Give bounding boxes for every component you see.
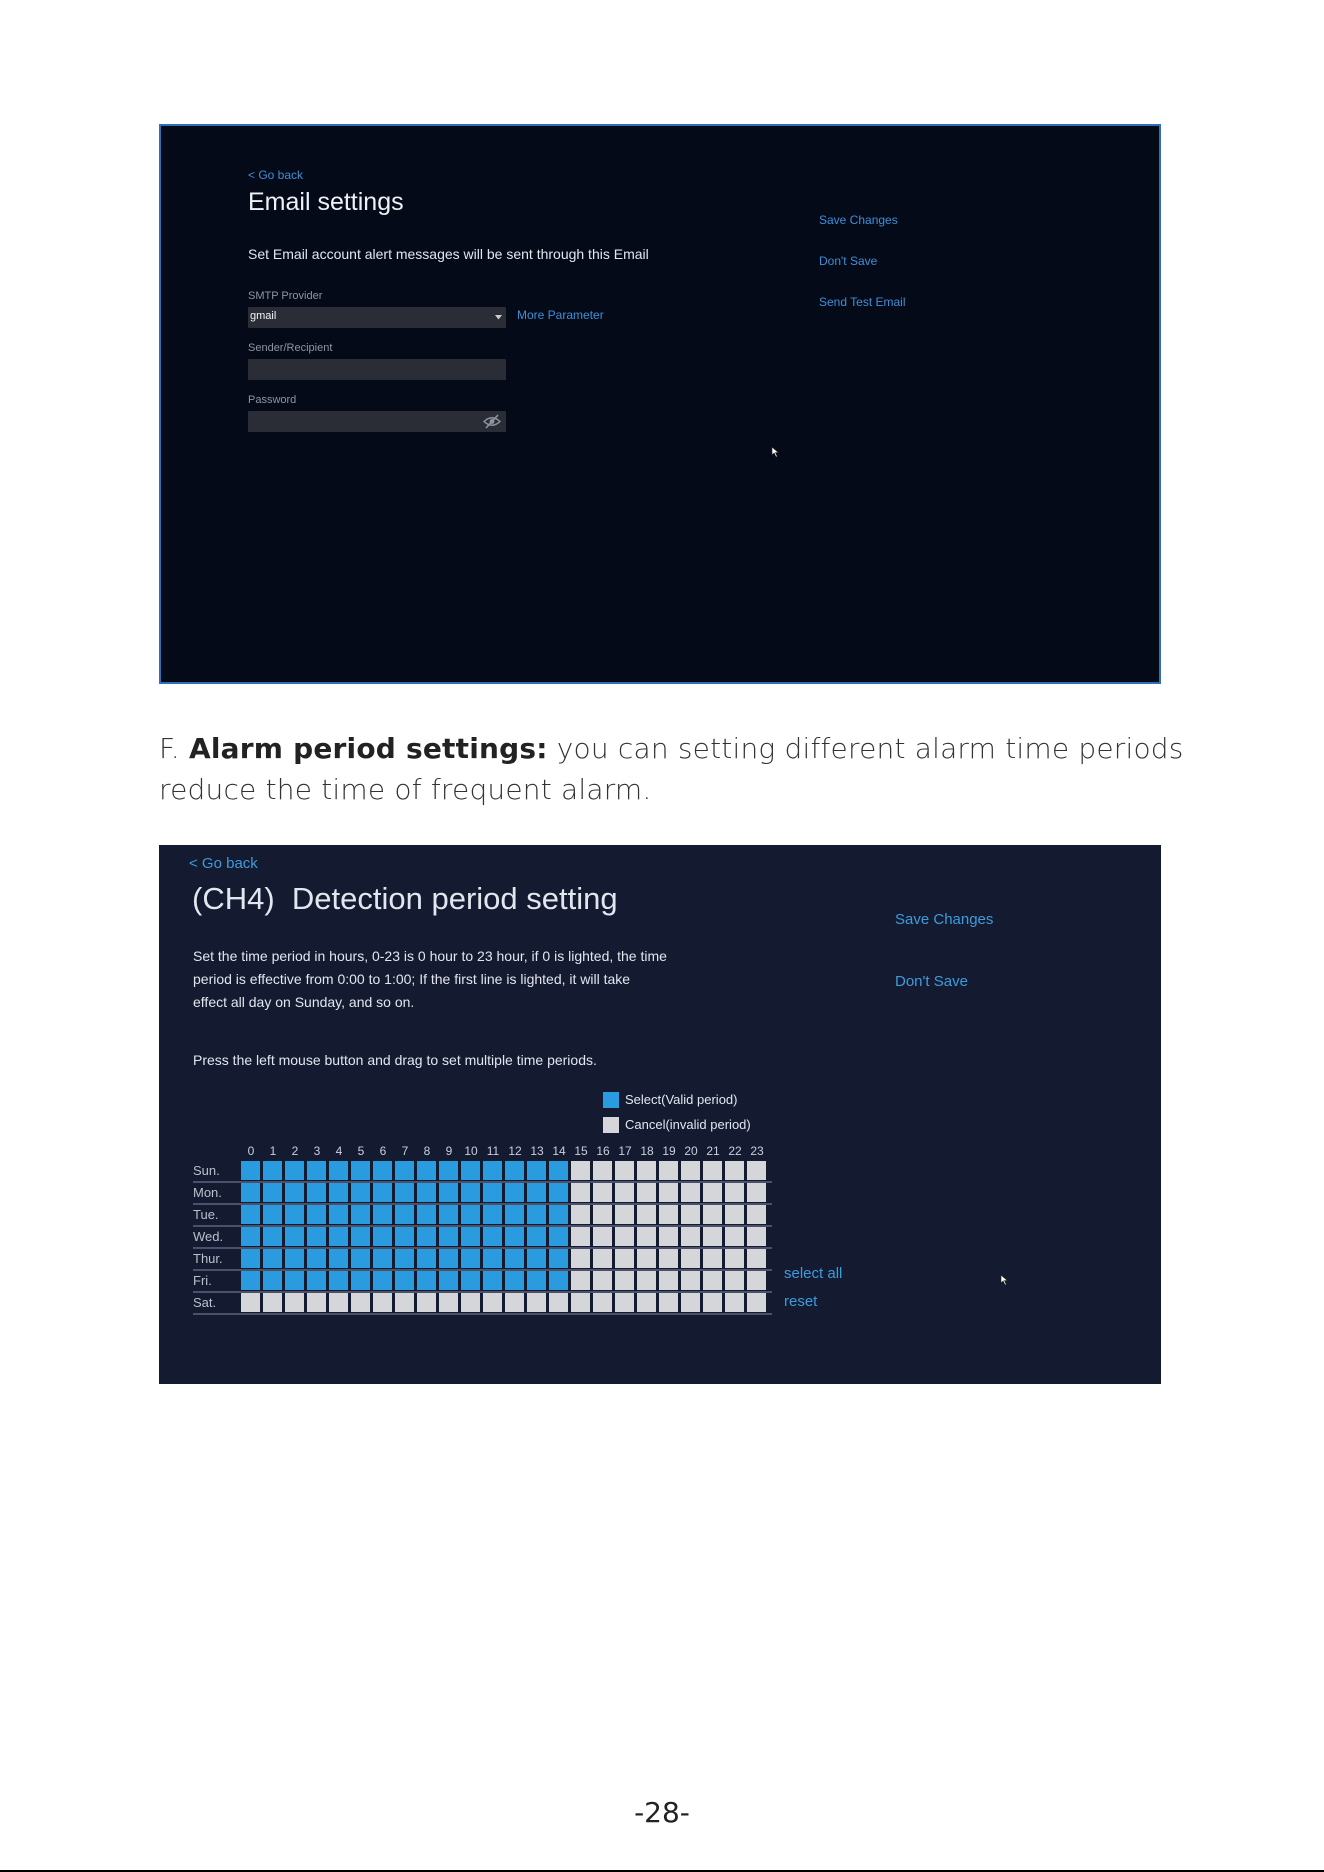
schedule-cell-fri-5[interactable] [351, 1271, 370, 1290]
schedule-cell-tue-4[interactable] [329, 1205, 348, 1224]
schedule-cell-thur-20[interactable] [681, 1249, 700, 1268]
hour-label-22: 22 [728, 1144, 742, 1158]
schedule-cell-fri-13[interactable] [527, 1271, 546, 1290]
more-parameter-link[interactable]: More Parameter [517, 308, 604, 322]
schedule-cell-fri-6[interactable] [373, 1271, 392, 1290]
schedule-cell-thur-18[interactable] [637, 1249, 656, 1268]
reset-button[interactable]: reset [784, 1293, 818, 1310]
schedule-cell-wed-23[interactable] [747, 1227, 766, 1246]
hour-label-16: 16 [596, 1144, 610, 1158]
schedule-cell-sun-16[interactable] [593, 1161, 612, 1180]
schedule-cell-tue-19[interactable] [659, 1205, 678, 1224]
hour-label-19: 19 [662, 1144, 676, 1158]
description-line-2: period is effective from 0:00 to 1:00; If the first line is lighted, it will take [193, 971, 631, 987]
schedule-cell-mon-4[interactable] [329, 1183, 348, 1202]
section-prefix: F. [159, 732, 190, 765]
chevron-down-icon [495, 315, 502, 320]
schedule-cell-fri-1[interactable] [263, 1271, 282, 1290]
schedule-cell-sat-9[interactable] [439, 1293, 458, 1312]
schedule-cell-sun-10[interactable] [461, 1161, 480, 1180]
schedule-cell-thur-16[interactable] [593, 1249, 612, 1268]
schedule-cell-fri-18[interactable] [637, 1271, 656, 1290]
schedule-cell-sat-11[interactable] [483, 1293, 502, 1312]
schedule-cell-tue-14[interactable] [549, 1205, 568, 1224]
schedule-cell-thur-10[interactable] [461, 1249, 480, 1268]
email-settings-screenshot [159, 124, 1161, 684]
schedule-cell-thur-8[interactable] [417, 1249, 436, 1268]
description-line-3: effect all day on Sunday, and so on. [193, 994, 415, 1010]
schedule-cell-tue-13[interactable] [527, 1205, 546, 1224]
schedule-cell-sun-3[interactable] [307, 1161, 326, 1180]
schedule-cell-sat-21[interactable] [703, 1293, 722, 1312]
eye-off-icon[interactable] [483, 414, 501, 429]
schedule-cell-tue-23[interactable] [747, 1205, 766, 1224]
schedule-cell-tue-18[interactable] [637, 1205, 656, 1224]
schedule-cell-sat-1[interactable] [263, 1293, 282, 1312]
schedule-cell-sun-17[interactable] [615, 1161, 634, 1180]
schedule-cell-fri-9[interactable] [439, 1271, 458, 1290]
schedule-cell-thur-0[interactable] [241, 1249, 260, 1268]
schedule-cell-mon-19[interactable] [659, 1183, 678, 1202]
password-input[interactable] [248, 411, 506, 432]
schedule-cell-wed-6[interactable] [373, 1227, 392, 1246]
schedule-cell-tue-0[interactable] [241, 1205, 260, 1224]
schedule-cell-fri-12[interactable] [505, 1271, 524, 1290]
sender-recipient-input[interactable] [248, 359, 506, 380]
schedule-cell-fri-10[interactable] [461, 1271, 480, 1290]
schedule-cell-sun-5[interactable] [351, 1161, 370, 1180]
go-back-link[interactable]: < Go back [248, 168, 304, 182]
schedule-cell-sun-11[interactable] [483, 1161, 502, 1180]
schedule-grid [159, 845, 1161, 1384]
schedule-cell-tue-3[interactable] [307, 1205, 326, 1224]
schedule-cell-wed-2[interactable] [285, 1227, 304, 1246]
smtp-provider-value: gmail [250, 310, 277, 322]
schedule-cell-sat-18[interactable] [637, 1293, 656, 1312]
schedule-cell-sat-3[interactable] [307, 1293, 326, 1312]
page-title: (CH4) Detection period setting [192, 881, 618, 916]
description-line-1: Set the time period in hours, 0-23 is 0 hour to 23 hour, if 0 is lighted, the time [193, 948, 667, 964]
schedule-cell-fri-21[interactable] [703, 1271, 722, 1290]
schedule-cell-wed-1[interactable] [263, 1227, 282, 1246]
hour-label-17: 17 [618, 1144, 632, 1158]
schedule-cell-thur-14[interactable] [549, 1249, 568, 1268]
schedule-cell-mon-15[interactable] [571, 1183, 590, 1202]
schedule-cell-wed-11[interactable] [483, 1227, 502, 1246]
schedule-cell-wed-18[interactable] [637, 1227, 656, 1246]
schedule-cell-thur-9[interactable] [439, 1249, 458, 1268]
schedule-cell-fri-16[interactable] [593, 1271, 612, 1290]
schedule-cell-thur-7[interactable] [395, 1249, 414, 1268]
schedule-cell-sun-18[interactable] [637, 1161, 656, 1180]
schedule-cell-wed-22[interactable] [725, 1227, 744, 1246]
hour-label-21: 21 [706, 1144, 720, 1158]
hour-label-9: 9 [445, 1144, 453, 1158]
hour-label-15: 15 [574, 1144, 588, 1158]
schedule-cell-tue-2[interactable] [285, 1205, 304, 1224]
schedule-cell-fri-14[interactable] [549, 1271, 568, 1290]
schedule-cell-sat-8[interactable] [417, 1293, 436, 1312]
dont-save-button[interactable]: Don't Save [819, 254, 878, 268]
schedule-cell-thur-15[interactable] [571, 1249, 590, 1268]
schedule-cell-mon-13[interactable] [527, 1183, 546, 1202]
schedule-cell-thur-5[interactable] [351, 1249, 370, 1268]
schedule-cell-wed-3[interactable] [307, 1227, 326, 1246]
schedule-cell-fri-3[interactable] [307, 1271, 326, 1290]
schedule-cell-wed-21[interactable] [703, 1227, 722, 1246]
page-title: Email settings [248, 188, 404, 216]
hour-label-20: 20 [684, 1144, 698, 1158]
schedule-cell-fri-19[interactable] [659, 1271, 678, 1290]
schedule-cell-fri-20[interactable] [681, 1271, 700, 1290]
schedule-cell-mon-5[interactable] [351, 1183, 370, 1202]
send-test-email-button[interactable]: Send Test Email [819, 295, 906, 309]
day-label-5: Fri. [193, 1273, 212, 1288]
schedule-cell-sun-9[interactable] [439, 1161, 458, 1180]
schedule-cell-sat-20[interactable] [681, 1293, 700, 1312]
section-text-line-2: reduce the time of frequent alarm. [159, 773, 652, 806]
dont-save-button[interactable]: Don't Save [895, 973, 968, 990]
schedule-cell-fri-11[interactable] [483, 1271, 502, 1290]
schedule-cell-sat-0[interactable] [241, 1293, 260, 1312]
schedule-cell-thur-17[interactable] [615, 1249, 634, 1268]
schedule-cell-mon-20[interactable] [681, 1183, 700, 1202]
schedule-cell-sat-23[interactable] [747, 1293, 766, 1312]
schedule-cell-sat-13[interactable] [527, 1293, 546, 1312]
hour-label-0: 0 [247, 1144, 255, 1158]
schedule-cell-sun-22[interactable] [725, 1161, 744, 1180]
schedule-cell-mon-17[interactable] [615, 1183, 634, 1202]
schedule-cell-mon-9[interactable] [439, 1183, 458, 1202]
schedule-cell-thur-12[interactable] [505, 1249, 524, 1268]
hour-label-2: 2 [291, 1144, 299, 1158]
smtp-provider-select[interactable] [248, 307, 506, 328]
schedule-cell-sun-20[interactable] [681, 1161, 700, 1180]
schedule-cell-mon-16[interactable] [593, 1183, 612, 1202]
schedule-cell-tue-8[interactable] [417, 1205, 436, 1224]
schedule-cell-tue-22[interactable] [725, 1205, 744, 1224]
schedule-cell-wed-4[interactable] [329, 1227, 348, 1246]
schedule-cell-mon-12[interactable] [505, 1183, 524, 1202]
schedule-cell-fri-23[interactable] [747, 1271, 766, 1290]
schedule-cell-mon-22[interactable] [725, 1183, 744, 1202]
page-number: -28- [634, 1796, 690, 1829]
instruction-text: Press the left mouse button and drag to set multiple time periods. [193, 1052, 597, 1068]
page-description: Set Email account alert messages will be sent through this Email [248, 246, 649, 262]
schedule-cell-sat-16[interactable] [593, 1293, 612, 1312]
schedule-cell-thur-11[interactable] [483, 1249, 502, 1268]
schedule-cell-wed-16[interactable] [593, 1227, 612, 1246]
schedule-cell-wed-15[interactable] [571, 1227, 590, 1246]
schedule-cell-thur-2[interactable] [285, 1249, 304, 1268]
schedule-cell-thur-3[interactable] [307, 1249, 326, 1268]
schedule-cell-sun-2[interactable] [285, 1161, 304, 1180]
day-label-0: Sun. [193, 1163, 220, 1178]
schedule-cell-wed-0[interactable] [241, 1227, 260, 1246]
schedule-cell-sat-19[interactable] [659, 1293, 678, 1312]
day-label-6: Sat. [193, 1295, 217, 1310]
schedule-cell-thur-4[interactable] [329, 1249, 348, 1268]
schedule-cell-wed-5[interactable] [351, 1227, 370, 1246]
hour-label-5: 5 [357, 1144, 365, 1158]
hour-label-7: 7 [401, 1144, 409, 1158]
schedule-cell-mon-10[interactable] [461, 1183, 480, 1202]
section-text-rest: you can setting different alarm time periods [547, 732, 1184, 765]
schedule-cell-sun-23[interactable] [747, 1161, 766, 1180]
schedule-cell-wed-10[interactable] [461, 1227, 480, 1246]
schedule-cell-wed-9[interactable] [439, 1227, 458, 1246]
schedule-cell-tue-11[interactable] [483, 1205, 502, 1224]
schedule-cell-tue-15[interactable] [571, 1205, 590, 1224]
schedule-cell-tue-7[interactable] [395, 1205, 414, 1224]
schedule-cell-sun-13[interactable] [527, 1161, 546, 1180]
schedule-cell-wed-17[interactable] [615, 1227, 634, 1246]
schedule-cell-wed-8[interactable] [417, 1227, 436, 1246]
schedule-cell-sun-12[interactable] [505, 1161, 524, 1180]
schedule-cell-mon-2[interactable] [285, 1183, 304, 1202]
hour-label-8: 8 [423, 1144, 431, 1158]
schedule-cell-fri-17[interactable] [615, 1271, 634, 1290]
schedule-cell-tue-10[interactable] [461, 1205, 480, 1224]
schedule-cell-wed-14[interactable] [549, 1227, 568, 1246]
select-all-button[interactable]: select all [784, 1265, 843, 1282]
schedule-cell-thur-13[interactable] [527, 1249, 546, 1268]
save-changes-button[interactable]: Save Changes [819, 213, 898, 227]
schedule-cell-mon-8[interactable] [417, 1183, 436, 1202]
schedule-cell-thur-21[interactable] [703, 1249, 722, 1268]
schedule-cell-thur-6[interactable] [373, 1249, 392, 1268]
schedule-cell-sat-7[interactable] [395, 1293, 414, 1312]
schedule-cell-wed-20[interactable] [681, 1227, 700, 1246]
mouse-cursor-icon [1000, 1274, 1009, 1286]
schedule-cell-fri-7[interactable] [395, 1271, 414, 1290]
schedule-cell-tue-1[interactable] [263, 1205, 282, 1224]
legend-select-label: Select(Valid period) [625, 1092, 738, 1107]
schedule-cell-mon-23[interactable] [747, 1183, 766, 1202]
hour-label-14: 14 [552, 1144, 566, 1158]
schedule-cell-tue-9[interactable] [439, 1205, 458, 1224]
day-label-1: Mon. [193, 1185, 222, 1200]
schedule-cell-mon-3[interactable] [307, 1183, 326, 1202]
schedule-cell-sat-15[interactable] [571, 1293, 590, 1312]
schedule-cell-sat-14[interactable] [549, 1293, 568, 1312]
schedule-cell-sat-5[interactable] [351, 1293, 370, 1312]
schedule-cell-wed-12[interactable] [505, 1227, 524, 1246]
schedule-cell-sun-21[interactable] [703, 1161, 722, 1180]
day-label-4: Thur. [193, 1251, 223, 1266]
save-changes-button[interactable]: Save Changes [895, 911, 994, 928]
hour-label-11: 11 [486, 1144, 500, 1158]
schedule-cell-sun-7[interactable] [395, 1161, 414, 1180]
schedule-cell-fri-22[interactable] [725, 1271, 744, 1290]
schedule-cell-sun-15[interactable] [571, 1161, 590, 1180]
hour-label-3: 3 [313, 1144, 321, 1158]
schedule-cell-sat-17[interactable] [615, 1293, 634, 1312]
schedule-cell-tue-17[interactable] [615, 1205, 634, 1224]
schedule-cell-tue-5[interactable] [351, 1205, 370, 1224]
day-label-3: Wed. [193, 1229, 224, 1244]
go-back-link[interactable]: < Go back [189, 855, 258, 872]
hour-label-4: 4 [335, 1144, 343, 1158]
legend-cancel-label: Cancel(invalid period) [625, 1117, 751, 1132]
schedule-cell-fri-2[interactable] [285, 1271, 304, 1290]
schedule-cell-sun-6[interactable] [373, 1161, 392, 1180]
schedule-cell-mon-0[interactable] [241, 1183, 260, 1202]
hour-label-12: 12 [508, 1144, 522, 1158]
hour-label-10: 10 [464, 1144, 478, 1158]
schedule-cell-sat-22[interactable] [725, 1293, 744, 1312]
sender-recipient-label: Sender/Recipient [248, 342, 333, 354]
schedule-cell-sat-2[interactable] [285, 1293, 304, 1312]
schedule-cell-tue-16[interactable] [593, 1205, 612, 1224]
schedule-cell-sun-4[interactable] [329, 1161, 348, 1180]
schedule-cell-wed-13[interactable] [527, 1227, 546, 1246]
schedule-cell-sat-12[interactable] [505, 1293, 524, 1312]
schedule-cell-mon-1[interactable] [263, 1183, 282, 1202]
hour-label-1: 1 [269, 1144, 277, 1158]
hour-label-18: 18 [640, 1144, 654, 1158]
schedule-cell-tue-21[interactable] [703, 1205, 722, 1224]
schedule-cell-mon-7[interactable] [395, 1183, 414, 1202]
schedule-cell-fri-0[interactable] [241, 1271, 260, 1290]
schedule-cell-thur-23[interactable] [747, 1249, 766, 1268]
schedule-cell-sat-4[interactable] [329, 1293, 348, 1312]
password-label: Password [248, 394, 297, 406]
schedule-cell-mon-21[interactable] [703, 1183, 722, 1202]
schedule-cell-wed-19[interactable] [659, 1227, 678, 1246]
mouse-cursor-icon [771, 446, 780, 458]
schedule-cell-tue-12[interactable] [505, 1205, 524, 1224]
hour-label-23: 23 [750, 1144, 764, 1158]
schedule-cell-mon-18[interactable] [637, 1183, 656, 1202]
schedule-cell-mon-6[interactable] [373, 1183, 392, 1202]
schedule-cell-mon-11[interactable] [483, 1183, 502, 1202]
schedule-cell-mon-14[interactable] [549, 1183, 568, 1202]
schedule-cell-fri-15[interactable] [571, 1271, 590, 1290]
schedule-cell-fri-4[interactable] [329, 1271, 348, 1290]
smtp-provider-label: SMTP Provider [248, 290, 323, 302]
schedule-cell-tue-6[interactable] [373, 1205, 392, 1224]
section-text-line-1 [159, 728, 1184, 769]
section-heading: Alarm period settings: [189, 732, 548, 765]
schedule-cell-thur-22[interactable] [725, 1249, 744, 1268]
schedule-cell-thur-1[interactable] [263, 1249, 282, 1268]
schedule-cell-sun-19[interactable] [659, 1161, 678, 1180]
schedule-cell-sat-6[interactable] [373, 1293, 392, 1312]
detection-period-screenshot [159, 845, 1161, 1384]
schedule-cell-sun-0[interactable] [241, 1161, 260, 1180]
schedule-cell-sun-1[interactable] [263, 1161, 282, 1180]
day-label-2: Tue. [193, 1207, 219, 1222]
schedule-cell-fri-8[interactable] [417, 1271, 436, 1290]
schedule-cell-sun-14[interactable] [549, 1161, 568, 1180]
hour-label-13: 13 [530, 1144, 544, 1158]
schedule-cell-thur-19[interactable] [659, 1249, 678, 1268]
schedule-cell-sat-10[interactable] [461, 1293, 480, 1312]
schedule-cell-tue-20[interactable] [681, 1205, 700, 1224]
hour-label-6: 6 [379, 1144, 387, 1158]
schedule-cell-sun-8[interactable] [417, 1161, 436, 1180]
schedule-cell-wed-7[interactable] [395, 1227, 414, 1246]
